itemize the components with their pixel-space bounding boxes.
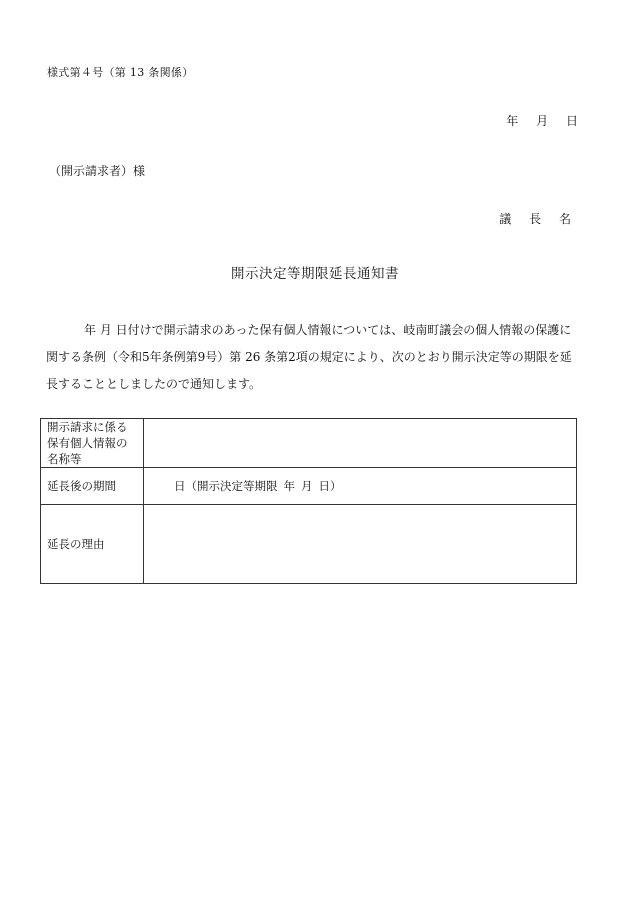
table-row-extension-reason (41, 505, 577, 584)
label-extension-reason: 延長の理由 (41, 505, 144, 584)
extension-period-part-2: 年 (283, 479, 295, 493)
table-row-info-name (41, 419, 577, 468)
recipient: （開示請求者）様 (49, 164, 146, 178)
form-number: 様式第４号（第 13 条関係） (47, 66, 194, 79)
date-year: 年 (506, 114, 519, 128)
date-day: 日 (565, 114, 578, 128)
table-row-extension-period (41, 468, 577, 505)
value-extension-period (144, 468, 577, 505)
date-line (492, 112, 578, 129)
document-title: 開示決定等期限延長通知書 (231, 266, 399, 282)
label-extension-period: 延長後の期間 (41, 468, 144, 505)
value-extension-reason (144, 505, 577, 584)
extension-period-part-1: 日（開示決定等期限 (174, 479, 278, 493)
info-table (40, 418, 577, 584)
label-info-name-line-1: 開示請求に係る (47, 420, 128, 434)
issuer-char-1: 議 (499, 212, 512, 226)
issuer-char-2: 長 (529, 212, 542, 226)
issuer-char-3: 名 (558, 212, 571, 226)
extension-period-part-3: 月 (301, 479, 313, 493)
body-paragraph (46, 317, 580, 398)
body-paragraph-text: 年 月 日付けで開示請求のあった保有個人情報については、岐南町議会の個人情報の保護に関する条例（令和5年条例第9号）第 26 条第2項の規定により、次のとおり開示決定等の期限を延長することとしましたので通知します。 (46, 323, 572, 391)
value-info-name (144, 419, 577, 468)
extension-period-part-4: 日） (318, 479, 342, 493)
label-info-name-line-2: 保有個人情報の (47, 436, 128, 450)
label-info-name-line-3: 名称等 (47, 452, 82, 466)
date-month: 月 (536, 114, 549, 128)
issuer (485, 210, 571, 227)
label-info-name (41, 419, 144, 468)
